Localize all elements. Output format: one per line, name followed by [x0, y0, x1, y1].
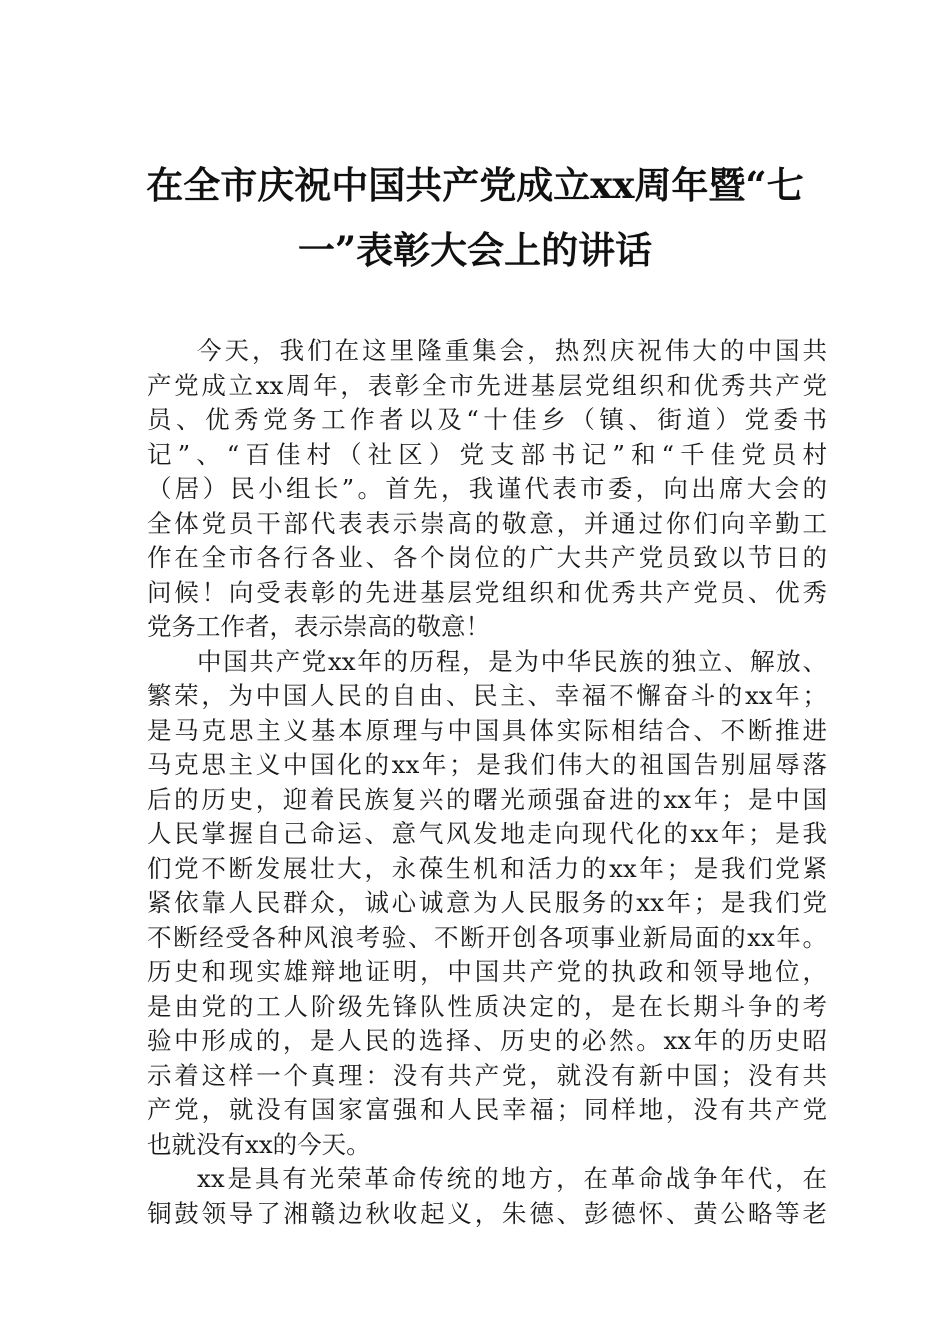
body-text-line: 们党不断发展壮大，永葆生机和活力的xx年；是我们党紧	[147, 853, 827, 883]
body-text-line: 作在全市各行各业、各个岗位的广大共产党员致以节日的	[147, 543, 827, 572]
body-text-line: 验中形成的，是人民的选择、历史的必然。xx年的历史昭	[147, 1026, 827, 1055]
body-text-line: 中国共产党xx年的历程，是为中华民族的独立、解放、	[197, 646, 827, 676]
body-text-line: 产党成立xx周年，表彰全市先进基层党组织和优秀共产党	[147, 370, 827, 400]
body-text-line: 紧依靠人民群众，诚心诚意为人民服务的xx年；是我们党	[147, 888, 827, 917]
body-text-line: xx是具有光荣革命传统的地方，在革命战争年代，在	[197, 1164, 827, 1193]
body-text-line: 员、优秀党务工作者以及“十佳乡（镇、街道）党委书	[147, 405, 827, 434]
document-title-line-1: 在全市庆祝中国共产党成立xx周年暨“七	[146, 163, 804, 207]
body-text-line: 人民掌握自己命运、意气风发地走向现代化的xx年；是我	[147, 819, 827, 848]
body-text-line: 不断经受各种风浪考验、不断开创各项事业新局面的xx年。	[147, 922, 827, 952]
body-text-line: 是马克思主义基本原理与中国具体实际相结合、不断推进	[147, 715, 827, 745]
body-text-line: 也就没有xx的今天。	[147, 1129, 371, 1159]
body-text-line: 问候！向受表彰的先进基层党组织和优秀共产党员、优秀	[147, 577, 827, 607]
body-text-line: （居）民小组长”。首先，我谨代表市委，向出席大会的	[147, 474, 827, 503]
body-text-line: 产党，就没有国家富强和人民幸福；同样地，没有共产党	[147, 1095, 827, 1124]
body-text-line: 后的历史，迎着民族复兴的曙光顽强奋进的xx年；是中国	[147, 784, 827, 814]
body-text-line: 今天，我们在这里隆重集会，热烈庆祝伟大的中国共	[197, 336, 827, 365]
body-text-line: 是由党的工人阶级先锋队性质决定的，是在长期斗争的考	[147, 991, 827, 1021]
body-text-line: 铜鼓领导了湘赣边秋收起义，朱德、彭德怀、黄公略等老	[147, 1198, 827, 1228]
body-text-line: 党务工作者，表示崇高的敬意！	[147, 612, 490, 641]
body-text-line: 示着这样一个真理：没有共产党，就没有新中国；没有共	[147, 1060, 827, 1090]
document-title-line-2: 一”表彰大会上的讲话	[297, 228, 653, 272]
body-text-line: 记”、“百佳村（社区）党支部书记”和“千佳党员村	[147, 439, 827, 469]
body-text-line: 全体党员干部代表表示崇高的敬意，并通过你们向辛勤工	[147, 508, 827, 538]
body-text-line: 马克思主义中国化的xx年；是我们伟大的祖国告别屈辱落	[147, 750, 827, 779]
body-text-line: 繁荣，为中国人民的自由、民主、幸福不懈奋斗的xx年；	[147, 681, 827, 710]
body-text-line: 历史和现实雄辩地证明，中国共产党的执政和领导地位，	[147, 957, 827, 986]
